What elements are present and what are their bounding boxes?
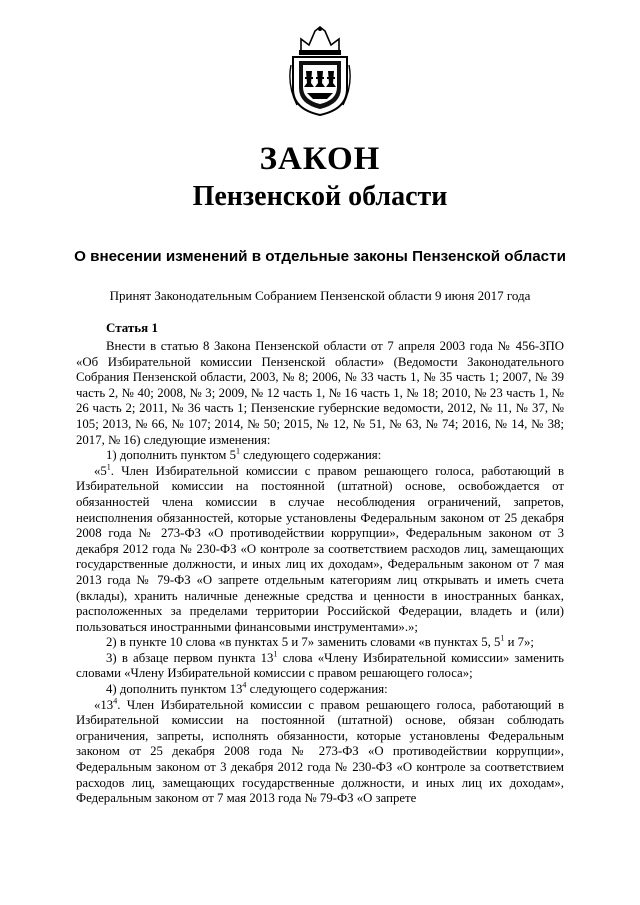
quote-4-sup: 4 bbox=[113, 696, 118, 706]
item-1-sup: 1 bbox=[235, 446, 240, 456]
region-title: Пензенской области bbox=[192, 181, 448, 212]
quote-1-text: . Член Избирательной комиссии с правом решающего голоса, работающий в Избирательной комиссии на постоянной (штатной) основе, освобождается от обязанностей члена комиссии в случае несоблюдения ограничений, запретов, неисполнения обязанностей, которые установлены Федеральным законом от 25 декабря 2008 года № 273-ФЗ «О противодействии коррупции», Федеральным законом от 3 декабря 2012 года № 230-ФЗ «О контроле за соответствием расходов лиц, замещающих государственные должности, и иных лиц их доходам», Федеральным законом от 7 мая 2013 года № 79-ФЗ «О запрете отдельным категориям лиц открывать и иметь счета (вклады), хранить наличные денежные средства и ценности в иностранных банках, расположенных за пределами территории Российской Федерации, владеть и (или) пользоваться иностранными финансовыми инструментами».»; bbox=[76, 463, 564, 634]
quote-1 bbox=[76, 464, 564, 636]
penza-coat-of-arms-icon bbox=[287, 25, 353, 117]
item-1-tail: следующего содержания: bbox=[239, 448, 382, 463]
item-4 bbox=[76, 682, 564, 698]
article-heading: Статья 1 bbox=[106, 320, 158, 335]
item-2-tail: и 7»; bbox=[504, 635, 534, 650]
article-body bbox=[76, 339, 564, 807]
law-title: ЗАКОН bbox=[259, 141, 381, 177]
item-4-text: 4) дополнить пунктом 13 bbox=[106, 682, 243, 697]
quote-4-head: «13 bbox=[94, 697, 114, 712]
item-2 bbox=[76, 635, 564, 651]
item-4-sup: 4 bbox=[242, 680, 247, 690]
law-subject: О внесении изменений в отдельные законы Пензенской области bbox=[74, 248, 566, 265]
item-4-tail: следующего содержания: bbox=[246, 682, 388, 697]
item-2-sup: 1 bbox=[500, 634, 505, 644]
item-3-sup: 1 bbox=[273, 649, 278, 659]
item-1-text: 1) дополнить пунктом 5 bbox=[106, 448, 236, 463]
quote-4 bbox=[76, 698, 564, 807]
item-1 bbox=[76, 448, 564, 464]
article-intro: Внести в статью 8 Закона Пензенской области от 7 апреля 2003 года № 456-ЗПО «Об Избирательной комиссии Пензенской области» (Ведомости Законодательного Собрания Пензенской области, 2003, № 8; 2006, № 33 часть 1, № 35 часть 1; 2007, № 39 часть 2, № 40; 2008, № 3; 2009, № 12 часть 1, № 16 часть 1, № 18; 2010, № 23 часть 1, № 26 часть 2; 2011, № 36 часть 1; Пензенские губернские ведомости, 2012, № 11, № 37, № 105; 2013, № 66, № 107; 2014, № 50; 2015, № 12, № 51, № 63, № 74; 2016, № 14, № 38; 2017, № 16) следующие изменения: bbox=[76, 339, 564, 447]
item-3 bbox=[76, 651, 564, 682]
quote-1-sup: 1 bbox=[106, 462, 111, 472]
item-3-tail: слова «Члену Избирательной комиссии» заменить словами «Члену Избирательной комиссии с правом решающего голоса»; bbox=[76, 650, 565, 681]
item-2-text: 2) в пункте 10 слова «в пунктах 5 и 7» заменить словами «в пунктах 5, 5 bbox=[106, 635, 501, 650]
quote-4-text: . Член Избирательной комиссии с правом решающего голоса, работающий в Избирательной комиссии на постоянной (штатной) основе, обязан соблюдать ограничения, запреты, исполнять обязанности, которые установлены Федеральным законом от 25 декабря 2008 года № 273-ФЗ «О противодействии коррупции», Федеральным законом от 3 декабря 2012 года № 230-ФЗ «О контроле за соответствием расходов лиц, замещающих государственные должности, и иных лиц их доходам», Федеральным законом от 7 мая 2013 года № 79-ФЗ «О запрете bbox=[76, 697, 564, 806]
item-3-text: 3) в абзаце первом пункта 13 bbox=[106, 650, 274, 665]
quote-1-head: «5 bbox=[94, 463, 107, 478]
adoption-statement: Принят Законодательным Собранием Пензенской области 9 июня 2017 года bbox=[109, 288, 531, 303]
